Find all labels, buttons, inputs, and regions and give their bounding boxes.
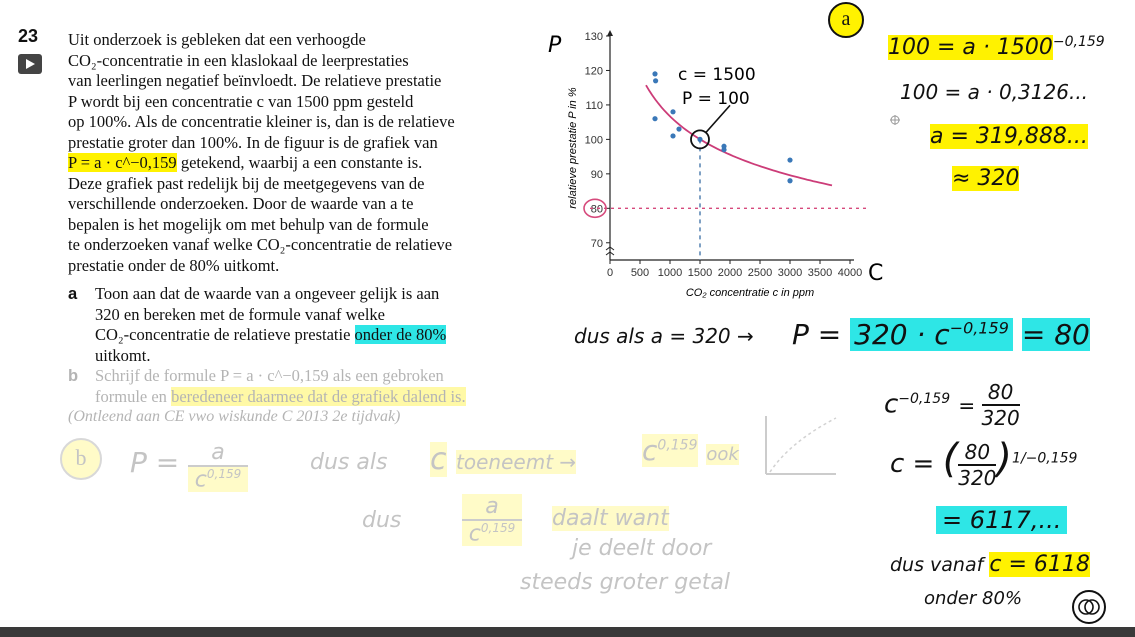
- data-point: [721, 147, 726, 152]
- intro-line: prestatie groter dan 100%. In de figuur is de grafiek van: [68, 132, 438, 152]
- part-b-badge: b: [60, 438, 102, 480]
- y-tick-label: 90: [590, 168, 603, 181]
- equation-6: $c^{-0,159}$ = $\frac{80}{320}$: [884, 380, 1020, 430]
- y-axis-arrow: [607, 30, 613, 36]
- x-tick-label: 3000: [777, 267, 803, 279]
- b-c: c: [430, 442, 447, 477]
- y-axis-label: relatieve prestatie P in %: [567, 87, 579, 209]
- eq7-numerator: 80: [958, 440, 996, 466]
- x-tick-label: 3500: [807, 267, 833, 279]
- venn-icon: [1072, 590, 1106, 624]
- b-groter: steeds groter getal: [520, 570, 730, 595]
- eq7-denominator: 320: [958, 465, 997, 490]
- b-sketch-graph-icon: [760, 412, 840, 482]
- x-tick-label: 500: [630, 267, 650, 279]
- onder-80-text: onder 80%: [924, 588, 1023, 609]
- equation-8: [936, 506, 1067, 534]
- y-tick-label: 120: [584, 65, 603, 78]
- crosshair-icon: [890, 112, 900, 122]
- data-point: [653, 78, 658, 83]
- x-tick-label: 2500: [747, 267, 773, 279]
- b-c2-exp: 0,159: [657, 437, 698, 454]
- b-deelt: je deelt door: [572, 536, 712, 561]
- b-fraction: [188, 440, 248, 492]
- b-toeneemt: toeneemt →: [456, 450, 577, 474]
- eq7-lhs: c =: [890, 449, 935, 479]
- part-a-badge: a: [828, 2, 864, 38]
- play-video-icon[interactable]: [18, 54, 42, 74]
- eq1-text: 100 = a · 1500: [888, 35, 1053, 61]
- b-c-power-ook: [642, 434, 739, 467]
- b-frac-exp: 0,159: [206, 467, 242, 481]
- dus-als-text: dus als a = 320 →: [574, 324, 754, 348]
- x-tick-label: 1500: [687, 267, 713, 279]
- intro-line: prestatie onder de 80% uitkomt.: [68, 255, 280, 275]
- b-daalt-text: daalt want: [552, 506, 669, 531]
- intro-line: Uit onderzoek is gebleken dat een verhoogde: [68, 30, 366, 49]
- eq7-exponent: 1/−0,159: [1012, 450, 1078, 467]
- data-point: [697, 137, 702, 142]
- x-axis-label: CO₂ concentratie c in ppm: [685, 287, 815, 299]
- equation-3: [930, 124, 1088, 149]
- item-a: [68, 284, 538, 374]
- intro-line: CO₂-concentratie in een klaslokaal de leerprestaties: [68, 50, 409, 70]
- b-dus-als: dus als: [310, 450, 388, 475]
- b-p-equals: P =: [130, 446, 180, 479]
- intro-line: verschillende onderzoeken. Door de waarde van a te: [68, 194, 414, 213]
- b-toeneemt-line: [430, 442, 576, 477]
- equation-1: [888, 34, 1105, 60]
- equation-4: [952, 166, 1019, 191]
- eq6-lhs: c: [884, 389, 899, 420]
- bottom-toolbar: [0, 627, 1135, 637]
- item-a-label: a: [68, 285, 78, 303]
- intro-line: op 100%. Als de concentratie kleiner is, dan is de relatieve: [68, 112, 455, 131]
- item-a-line: Toon aan dat de waarde van a ongeveer gelijk is aan: [95, 284, 440, 303]
- item-b-label: b: [68, 367, 79, 385]
- data-point: [652, 71, 657, 76]
- annotation-c-1500: c = 1500: [678, 65, 756, 85]
- y-tick-label: 110: [585, 99, 603, 112]
- eq3-text: a = 319,888...: [930, 124, 1088, 149]
- data-point: [652, 116, 657, 121]
- axis-letter-p: P: [548, 33, 562, 58]
- item-b-highlight: beredeneer daarmee dat de grafiek dalend is.: [171, 386, 466, 406]
- b-daalt: [552, 506, 669, 531]
- annotation-pointer: [706, 105, 730, 132]
- equation-2: 100 = a · 0,3126...: [900, 80, 1089, 104]
- equation-5: [792, 318, 1090, 351]
- b-frac-den: c: [194, 467, 207, 493]
- item-a-line: uitkomt.: [95, 345, 151, 365]
- x-tick-label: 4000: [837, 267, 863, 279]
- y-tick-label: 130: [584, 31, 603, 43]
- scatter-chart: [540, 28, 884, 300]
- eq4-text: ≈ 320: [952, 166, 1020, 191]
- question-number: 23: [18, 26, 39, 46]
- x-tick-label: 2000: [717, 267, 743, 279]
- item-b-line: formule en: [95, 386, 167, 406]
- question-intro: [68, 30, 518, 276]
- b-frac2-exp: 0,159: [480, 521, 516, 535]
- dus-vanaf-line: [890, 552, 1090, 577]
- item-a-highlight: onder de 80%: [354, 325, 447, 344]
- b-frac-num: a: [188, 440, 248, 467]
- x-tick-label: 1000: [657, 267, 683, 279]
- eq6-exponent: −0,159: [898, 390, 951, 407]
- b-c2: c: [642, 434, 658, 467]
- b-dus: dus: [362, 508, 402, 533]
- b-ook: ook: [706, 444, 739, 465]
- intro-line: Deze grafiek past redelijk bij de meetgegevens van de: [68, 173, 425, 193]
- intro-line: te onderzoeken vanaf welke CO₂-concentratie de relatieve: [68, 235, 453, 254]
- b-fraction-2: [462, 494, 522, 546]
- eq1-exponent: −0,159: [1052, 34, 1105, 50]
- eq8-text: = 6117,...: [936, 506, 1067, 534]
- eq6-denominator: 320: [981, 406, 1020, 430]
- data-point: [676, 126, 681, 131]
- annotation-p-100: P = 100: [682, 89, 750, 109]
- y-tick-label: 80: [590, 203, 603, 216]
- source-note: (Ontleend aan CE vwo wiskunde C 2013 2e tijdvak): [68, 408, 401, 425]
- dus-vanaf-value: c = 6118: [989, 552, 1090, 577]
- eq5-end: = 80: [1021, 318, 1090, 351]
- formula-highlight: P = a · c^−0,159: [68, 153, 177, 172]
- y-tick-label: 100: [584, 134, 603, 147]
- axis-letter-c: C: [868, 261, 884, 286]
- eq6-numerator: 80: [982, 380, 1020, 406]
- data-point: [787, 178, 792, 183]
- equation-7: c = ( $\frac{80}{320}$ )$^{1/-0,159}$: [890, 436, 1078, 490]
- eq5-mid: 320 · c: [854, 318, 950, 351]
- item-b-line: Schrijf de formule P = a · c^−0,159 als een gebroken: [95, 366, 444, 385]
- y-tick-label: 70: [590, 237, 603, 250]
- intro-line: van leerlingen negatief beïnvloedt. De relatieve prestatie: [68, 71, 442, 90]
- item-a-line: CO₂-concentratie de relatieve prestatie: [95, 325, 351, 344]
- data-point: [670, 109, 675, 114]
- x-tick-label: 0: [606, 267, 614, 279]
- eq5-p: P =: [792, 318, 842, 351]
- b-frac2-den: c: [468, 521, 481, 547]
- intro-line: getekend, waarbij a een constante is.: [180, 153, 423, 172]
- data-point: [670, 133, 675, 138]
- b-frac2-num: a: [462, 494, 522, 521]
- eq5-exponent: −0,159: [949, 318, 1009, 338]
- intro-line: P wordt bij een concentratie c van 1500 ppm gesteld: [68, 91, 414, 111]
- dus-vanaf-text: dus vanaf: [890, 554, 984, 576]
- data-point: [787, 157, 792, 162]
- intro-line: bepalen is het mogelijk om met behulp van de formule: [68, 214, 429, 234]
- item-a-line: 320 en bereken met de formule vanaf welke: [95, 304, 385, 324]
